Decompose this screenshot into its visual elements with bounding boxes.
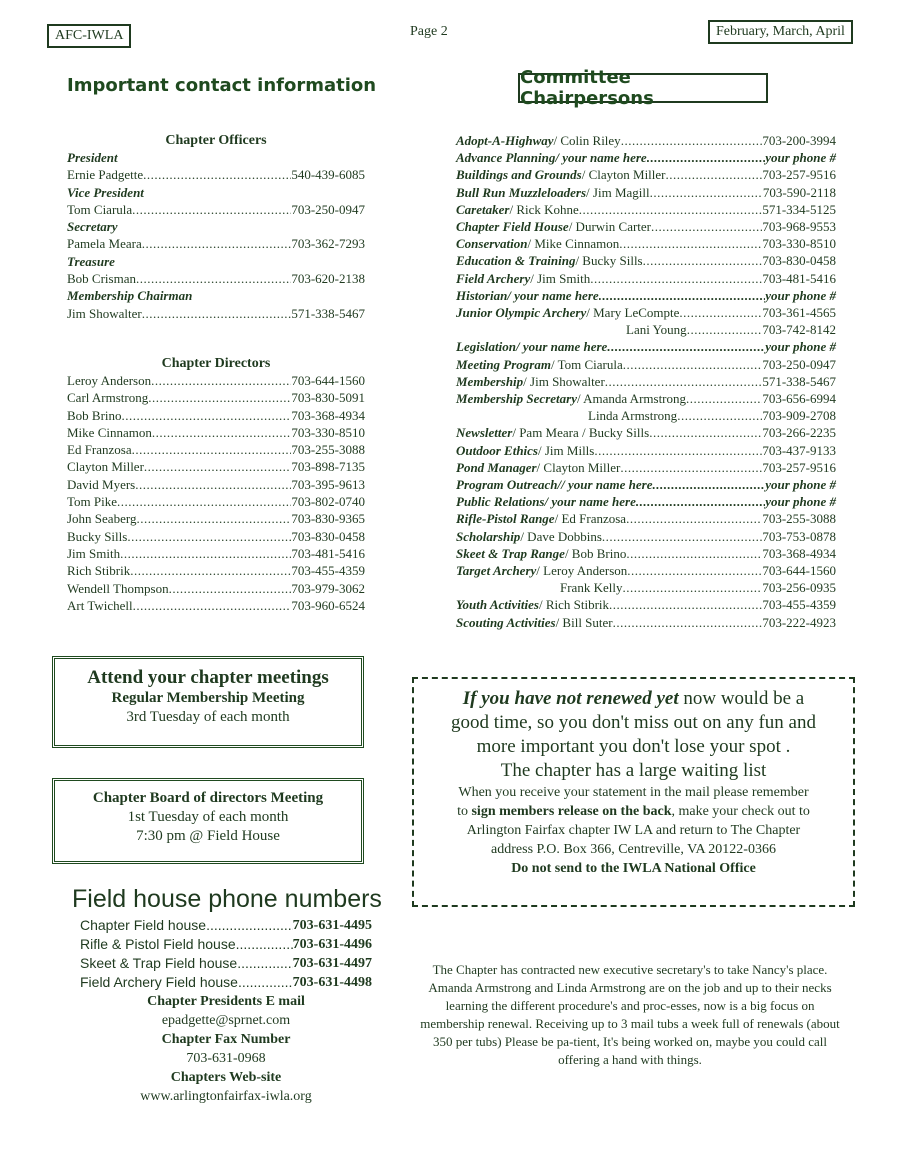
director-row bbox=[67, 528, 365, 545]
dot-leader bbox=[621, 132, 763, 149]
committee-row bbox=[456, 596, 836, 613]
committee-chair: / your name here bbox=[507, 287, 599, 303]
chapter-meetings-box bbox=[52, 656, 364, 748]
committee-chair: / Jim Showalter bbox=[523, 373, 605, 389]
committee-phone: 703-742-8142 bbox=[762, 322, 836, 338]
officer-phone: 571-338-5467 bbox=[291, 305, 365, 321]
committee-row bbox=[456, 218, 836, 235]
committee-phone: 703-368-4934 bbox=[762, 545, 836, 561]
dot-leader bbox=[602, 528, 762, 545]
director-phone: 703-255-3088 bbox=[291, 442, 365, 458]
committee-chair: / your name here bbox=[555, 150, 647, 166]
dot-leader bbox=[651, 218, 762, 235]
email-heading: Chapter Presidents E mail bbox=[147, 994, 305, 1009]
committee-title: Rifle-Pistol Range bbox=[456, 511, 555, 527]
dot-leader bbox=[622, 579, 762, 596]
page-number: Page 2 bbox=[410, 24, 448, 39]
committee-phone: 703-968-9553 bbox=[762, 219, 836, 235]
committee-title: Youth Activities bbox=[456, 597, 539, 613]
committee-row bbox=[456, 493, 836, 510]
dot-leader bbox=[679, 304, 762, 321]
committee-title: Membership Secretary bbox=[456, 391, 577, 407]
committee-phone: 703-455-4359 bbox=[762, 597, 836, 613]
renewal-line-5: When you receive your statement in the mail please remember bbox=[458, 785, 809, 800]
fieldhouse-label: Field Archery Field house bbox=[80, 974, 238, 990]
director-name: Art Twichell bbox=[67, 597, 133, 613]
committee-chair: / Jim Mills bbox=[538, 442, 595, 458]
renewal-line-6-pre: to bbox=[457, 804, 472, 819]
director-phone: 703-898-7135 bbox=[291, 459, 365, 475]
director-phone: 703-960-6524 bbox=[291, 597, 365, 613]
dot-leader bbox=[136, 510, 291, 527]
fieldhouse-label: Skeet & Trap Field house bbox=[80, 955, 238, 971]
committee-chair: / Mary LeCompte bbox=[586, 305, 680, 321]
committee-title: Target Archery bbox=[456, 563, 537, 579]
committee-chair: / Rich Stibrik bbox=[538, 597, 610, 613]
committee-row bbox=[456, 166, 836, 183]
committee-chair: Frank Kelly bbox=[560, 580, 623, 596]
director-row bbox=[67, 476, 365, 493]
dot-leader bbox=[636, 493, 765, 510]
committee-phone: 703-361-4565 bbox=[762, 305, 836, 321]
committee-row bbox=[456, 270, 836, 287]
dot-leader bbox=[169, 580, 292, 597]
committee-chair: / Tom Ciarula bbox=[550, 356, 623, 372]
fieldhouse-row bbox=[80, 935, 372, 954]
director-name: Bob Brino bbox=[67, 407, 122, 423]
committee-title: Junior Olympic Archery bbox=[456, 305, 587, 321]
committee-phone: 703-222-4923 bbox=[762, 614, 836, 630]
dot-leader bbox=[677, 407, 762, 424]
renewal-line-9: Do not send to the IWLA National Office bbox=[511, 861, 756, 876]
dot-leader bbox=[609, 596, 762, 613]
director-phone: 703-481-5416 bbox=[291, 545, 365, 561]
dot-leader bbox=[132, 441, 292, 458]
committee-row bbox=[456, 287, 836, 304]
committee-phone: 703-590-2118 bbox=[762, 184, 836, 200]
fieldhouse-phone: 703-631-4498 bbox=[292, 975, 372, 990]
president-email[interactable]: epadgette@sprnet.com bbox=[161, 1013, 291, 1028]
officer-role: Vice President bbox=[67, 184, 144, 200]
committee-title: Newsletter bbox=[456, 425, 513, 441]
director-row bbox=[67, 458, 365, 475]
fieldhouse-phone: 703-631-4497 bbox=[292, 956, 372, 971]
director-row bbox=[67, 493, 365, 510]
director-name: Wendell Thompson bbox=[67, 580, 169, 596]
committee-row bbox=[456, 356, 836, 373]
director-name: David Myers bbox=[67, 476, 136, 492]
committee-row bbox=[456, 201, 836, 218]
renewal-line-6-bold: sign members release on the back bbox=[471, 804, 672, 819]
director-name: John Seaberg bbox=[67, 511, 137, 527]
director-name: Leroy Anderson bbox=[67, 373, 152, 388]
dot-leader bbox=[599, 287, 766, 304]
fieldhouse-label: Rifle & Pistol Field house bbox=[80, 936, 236, 952]
dot-leader bbox=[620, 459, 762, 476]
board-when: 1st Tuesday of each month bbox=[127, 809, 289, 825]
officer-name: Ernie Padgette bbox=[67, 167, 144, 183]
director-row bbox=[67, 597, 365, 614]
dot-leader bbox=[117, 493, 291, 510]
officers-section bbox=[67, 133, 365, 322]
committee-row bbox=[456, 407, 836, 424]
committee-chair: / Rick Kohne bbox=[509, 201, 579, 217]
director-phone: 703-455-4359 bbox=[291, 563, 365, 579]
dot-leader bbox=[143, 166, 291, 183]
committee-row bbox=[456, 579, 836, 596]
committee-phone: 571-334-5125 bbox=[762, 201, 836, 217]
fieldhouse-label: Chapter Field house bbox=[80, 917, 207, 933]
officer-row bbox=[67, 201, 365, 218]
dot-leader bbox=[133, 597, 292, 614]
committee-chair: / Dave Dobbins bbox=[520, 528, 602, 544]
renewal-line-3: more important you don't lose your spot . bbox=[476, 736, 791, 757]
committee-phone: 703-257-9516 bbox=[762, 459, 836, 475]
board-time-place: 7:30 pm @ Field House bbox=[136, 828, 280, 844]
renewal-line-1 bbox=[414, 687, 853, 711]
fax-heading: Chapter Fax Number bbox=[161, 1032, 291, 1047]
committee-row bbox=[456, 149, 836, 166]
fieldhouse-contacts bbox=[80, 992, 372, 1106]
dot-leader bbox=[650, 184, 763, 201]
committee-row bbox=[456, 235, 836, 252]
dot-leader bbox=[643, 252, 763, 269]
officer-role: Membership Chairman bbox=[67, 288, 193, 304]
director-name: Tom Pike bbox=[67, 494, 118, 510]
director-row bbox=[67, 441, 365, 458]
committee-row bbox=[456, 373, 836, 390]
committee-row bbox=[456, 390, 836, 407]
dot-leader bbox=[590, 270, 762, 287]
officer-row bbox=[67, 235, 365, 252]
committee-chair: / Durwin Carter bbox=[568, 219, 651, 235]
committee-row bbox=[456, 476, 836, 493]
committee-title: Conservation bbox=[456, 236, 528, 252]
director-phone: 703-830-5091 bbox=[291, 390, 365, 406]
committee-phone: 703-753-0878 bbox=[762, 528, 836, 544]
fieldhouse-list bbox=[80, 916, 372, 992]
committee-row bbox=[456, 442, 836, 459]
dot-leader bbox=[666, 166, 763, 183]
committee-title: Meeting Program bbox=[456, 356, 551, 372]
dot-leader bbox=[238, 973, 293, 992]
dot-leader bbox=[649, 424, 762, 441]
director-name: Clayton Miller bbox=[67, 459, 144, 475]
meetings-subtitle: Regular Membership Meeting bbox=[111, 690, 305, 706]
dot-leader bbox=[626, 510, 762, 527]
committee-title: Education & Training bbox=[456, 253, 576, 269]
officer-phone: 703-362-7293 bbox=[291, 236, 365, 252]
officer-name: Tom Ciarula bbox=[67, 201, 133, 217]
director-row bbox=[67, 580, 365, 597]
committee-row bbox=[456, 528, 836, 545]
director-phone: 703-830-0458 bbox=[291, 528, 365, 544]
committee-chair: Linda Armstrong bbox=[588, 408, 678, 424]
committee-row bbox=[456, 562, 836, 579]
fieldhouse-title: Field house phone numbers bbox=[72, 885, 382, 913]
dot-leader bbox=[652, 476, 765, 493]
dot-leader bbox=[206, 916, 293, 935]
dot-leader bbox=[613, 614, 763, 631]
director-name: Carl Armstrong bbox=[67, 390, 149, 406]
committee-row bbox=[456, 338, 836, 355]
fieldhouse-row bbox=[80, 973, 372, 992]
renewal-lead: If you have not renewed yet bbox=[462, 688, 679, 709]
dot-leader bbox=[144, 458, 291, 475]
officer-row bbox=[67, 305, 365, 322]
committee-chair: / Colin Riley bbox=[553, 133, 621, 148]
committee-chair: / Bob Brino bbox=[564, 545, 627, 561]
director-phone: 703-802-0740 bbox=[291, 494, 365, 510]
director-phone: 703-830-9365 bbox=[291, 511, 365, 527]
committee-title: Historian bbox=[456, 287, 508, 303]
newsletter-tag: AFC-IWLA bbox=[47, 24, 131, 48]
committee-chair: / Jim Smith bbox=[530, 270, 591, 286]
committee-title: Committee Chairpersons bbox=[520, 67, 654, 109]
officer-row bbox=[67, 270, 365, 287]
renewal-line-6-post: , make your check out to bbox=[671, 804, 810, 819]
dot-leader bbox=[686, 390, 762, 407]
contact-info-title: Important contact information bbox=[67, 75, 377, 96]
committee-title: Chapter Field House bbox=[456, 219, 569, 235]
board-meeting-box bbox=[52, 778, 364, 864]
committee-phone: 703-437-9133 bbox=[762, 442, 836, 458]
meetings-when: 3rd Tuesday of each month bbox=[126, 709, 290, 725]
committee-row bbox=[456, 510, 836, 527]
committee-title: Field Archery bbox=[456, 270, 531, 286]
committee-title: Bull Run Muzzleloaders bbox=[456, 184, 587, 200]
officer-role: President bbox=[67, 150, 118, 165]
committee-phone: 703-644-1560 bbox=[762, 563, 836, 579]
committee-chair: / Leroy Anderson bbox=[536, 563, 628, 579]
committee-phone: 703-257-9516 bbox=[762, 167, 836, 183]
director-phone: 703-979-3062 bbox=[291, 580, 365, 596]
committee-title: Advance Planning bbox=[456, 150, 556, 166]
renewal-notice-box bbox=[412, 677, 855, 907]
directors-heading: Chapter Directors bbox=[161, 356, 271, 371]
renewal-line-7: Arlington Fairfax chapter IW LA and return to The Chapter bbox=[466, 823, 801, 838]
director-row bbox=[67, 389, 365, 406]
dot-leader bbox=[237, 954, 292, 973]
committee-chair: / Clayton Miller bbox=[581, 167, 666, 183]
fieldhouse-row bbox=[80, 916, 372, 935]
officer-role: Treasure bbox=[67, 253, 115, 269]
officer-row bbox=[67, 166, 365, 183]
committee-title: Outdoor Ethics bbox=[456, 442, 538, 458]
director-phone: 703-395-9613 bbox=[291, 476, 365, 492]
committee-chair: / Bill Suter bbox=[555, 614, 613, 630]
dot-leader bbox=[132, 201, 291, 218]
officer-phone: 703-250-0947 bbox=[291, 201, 365, 217]
director-name: Bucky Sills bbox=[67, 528, 128, 544]
director-phone: 703-644-1560 bbox=[291, 373, 365, 388]
dot-leader bbox=[152, 424, 291, 441]
officers-list bbox=[67, 149, 365, 322]
committee-chair: / Pam Meara / Bucky Sills bbox=[512, 425, 650, 441]
committee-chair: / Amanda Armstrong bbox=[576, 391, 687, 407]
committee-phone: 703-481-5416 bbox=[762, 270, 836, 286]
committee-row bbox=[456, 459, 836, 476]
committee-chair: / Mike Cinnamon bbox=[527, 236, 620, 252]
directors-list bbox=[67, 372, 365, 614]
committee-title: Membership bbox=[456, 373, 524, 389]
committee-phone: your phone # bbox=[765, 287, 836, 303]
committee-chair: / Bucky Sills bbox=[575, 253, 643, 269]
dot-leader bbox=[135, 476, 291, 493]
dot-leader bbox=[236, 935, 293, 954]
committee-title: Pond Manager bbox=[456, 459, 537, 475]
dot-leader bbox=[148, 389, 291, 406]
officer-name: Bob Crisman bbox=[67, 271, 136, 287]
officers-heading: Chapter Officers bbox=[165, 133, 267, 148]
fieldhouse-phone: 703-631-4496 bbox=[292, 937, 372, 952]
committee-phone: your phone # bbox=[765, 477, 836, 493]
committee-title: Caretaker bbox=[456, 201, 510, 217]
committee-phone: 703-250-0947 bbox=[762, 356, 836, 372]
fax-number: 703-631-0968 bbox=[186, 1051, 266, 1066]
committee-title: Adopt-A-Highway bbox=[456, 133, 554, 148]
dot-leader bbox=[623, 356, 763, 373]
dot-leader bbox=[120, 545, 291, 562]
committee-phone: 703-830-0458 bbox=[762, 253, 836, 269]
dot-leader bbox=[122, 407, 292, 424]
committee-title: Program Outreach bbox=[456, 477, 558, 493]
committee-title: Scholarship bbox=[456, 528, 521, 544]
dot-leader bbox=[142, 235, 292, 252]
committee-row bbox=[456, 321, 836, 338]
dot-leader bbox=[142, 305, 292, 322]
committee-phone: 703-266-2235 bbox=[762, 425, 836, 441]
committee-phone: 703-330-8510 bbox=[762, 236, 836, 252]
renewal-lead-rest: now would be a bbox=[678, 688, 805, 709]
committee-chair: Lani Young bbox=[626, 322, 687, 338]
committee-title: Skeet & Trap Range bbox=[456, 545, 565, 561]
committee-chair: / Jim Magill bbox=[586, 184, 650, 200]
dot-leader bbox=[136, 270, 291, 287]
committee-title: Public Relations bbox=[456, 494, 545, 510]
committee-list bbox=[456, 132, 836, 631]
officer-role: Secretary bbox=[67, 219, 118, 235]
director-phone: 703-330-8510 bbox=[291, 424, 365, 440]
dot-leader bbox=[605, 373, 763, 390]
fieldhouse-phone: 703-631-4495 bbox=[292, 918, 372, 933]
committee-phone: your phone # bbox=[765, 494, 836, 510]
director-phone: 703-368-4934 bbox=[291, 407, 365, 423]
web-heading: Chapters Web-site bbox=[170, 1070, 282, 1085]
committee-title-box bbox=[518, 67, 768, 109]
committee-chair: / Ed Franzosa bbox=[554, 511, 627, 527]
director-name: Ed Franzosa bbox=[67, 442, 132, 458]
committee-phone: 703-909-2708 bbox=[762, 408, 836, 424]
dot-leader bbox=[647, 149, 766, 166]
officer-phone: 703-620-2138 bbox=[291, 271, 365, 287]
committee-row bbox=[456, 614, 836, 631]
directors-section bbox=[67, 356, 365, 614]
director-name: Rich Stibrik bbox=[67, 563, 131, 579]
website-link[interactable]: www.arlingtonfairfax-iwla.org bbox=[140, 1089, 312, 1104]
renewal-line-2: good time, so you don't miss out on any fun and bbox=[451, 712, 816, 733]
director-row bbox=[67, 510, 365, 527]
director-row bbox=[67, 372, 365, 389]
renewal-line-4: The chapter has a large waiting list bbox=[500, 760, 767, 781]
committee-phone: your phone # bbox=[765, 339, 836, 355]
renewal-line-6 bbox=[414, 802, 853, 821]
issue-dates: February, March, April bbox=[708, 20, 853, 44]
committee-row bbox=[456, 132, 836, 149]
committee-chair: / your name here bbox=[544, 494, 636, 510]
committee-chair: / your name here bbox=[515, 339, 608, 355]
dot-leader bbox=[594, 442, 762, 459]
committee-phone: 571-338-5467 bbox=[762, 373, 836, 389]
dot-leader bbox=[607, 338, 765, 355]
fieldhouse-row bbox=[80, 954, 372, 973]
director-name: Mike Cinnamon bbox=[67, 424, 152, 440]
board-title: Chapter Board of directors Meeting bbox=[92, 790, 324, 806]
committee-row bbox=[456, 424, 836, 441]
committee-title: Scouting Activities bbox=[456, 614, 556, 630]
committee-phone: 703-256-0935 bbox=[762, 580, 836, 596]
committee-chair: // your name here bbox=[557, 477, 653, 493]
meetings-title: Attend your chapter meetings bbox=[87, 667, 329, 688]
dot-leader bbox=[127, 528, 291, 545]
officer-name: Jim Showalter bbox=[67, 305, 142, 321]
director-row bbox=[67, 545, 365, 562]
dot-leader bbox=[687, 321, 763, 338]
director-row bbox=[67, 407, 365, 424]
dot-leader bbox=[151, 372, 291, 389]
committee-title: Buildings and Grounds bbox=[456, 167, 582, 183]
secretary-notice: The Chapter has contracted new executive secretary's to take Nancy's place. Amanda Armstrong and Linda Armstrong are on the job and up to their necks learning the different procedure's and proc-esses, now is a big focus on membership renewal. Receiving up to 3 mail tubs a week full of renewals (about 350 per tubs) Please be pa-tient, It's being worked on, maybe you could call offering a hand with things. bbox=[420, 962, 840, 1067]
committee-row bbox=[456, 304, 836, 321]
director-row bbox=[67, 562, 365, 579]
dot-leader bbox=[626, 545, 762, 562]
committee-phone: 703-656-6994 bbox=[762, 391, 836, 407]
officer-phone: 540-439-6085 bbox=[291, 167, 365, 183]
committee-row bbox=[456, 545, 836, 562]
committee-phone: 703-255-3088 bbox=[762, 511, 836, 527]
committee-phone: your phone # bbox=[765, 150, 836, 166]
officer-name: Pamela Meara bbox=[67, 236, 142, 252]
dot-leader bbox=[579, 201, 763, 218]
committee-chair: / Clayton Miller bbox=[536, 459, 621, 475]
director-name: Jim Smith bbox=[67, 545, 121, 561]
director-row bbox=[67, 424, 365, 441]
dot-leader bbox=[619, 235, 762, 252]
committee-row bbox=[456, 252, 836, 269]
dot-leader bbox=[627, 562, 762, 579]
committee-row bbox=[456, 184, 836, 201]
renewal-line-8: address P.O. Box 366, Centreville, VA 20122-0366 bbox=[491, 842, 776, 857]
committee-phone: 703-200-3994 bbox=[762, 133, 836, 148]
committee-title: Legislation bbox=[456, 339, 516, 355]
dot-leader bbox=[130, 562, 291, 579]
